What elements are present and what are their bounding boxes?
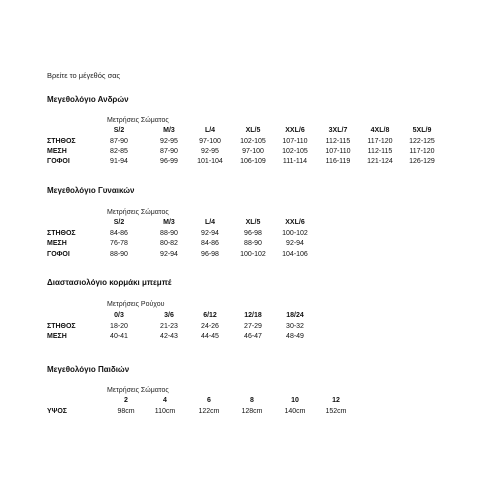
table-cell: 116-119	[325, 158, 351, 165]
table-cell: 87-90	[110, 138, 128, 145]
table-cell: 88-90	[244, 240, 262, 247]
baby-section-title: Διαστασιολόγιο κορμάκι μπεμπέ	[47, 278, 172, 287]
men-size-header: M/3	[163, 127, 175, 134]
table-cell: 98cm	[117, 408, 135, 415]
table-cell: 48-49	[286, 333, 304, 340]
men-size-header: S/2	[113, 127, 125, 134]
row-label: ΣΤΗΘΟΣ	[47, 230, 76, 237]
table-cell: 102-105	[240, 138, 266, 145]
table-cell: 110cm	[154, 408, 176, 415]
kids-size-header: 2	[124, 397, 128, 404]
kids-size-header: 10	[291, 397, 299, 404]
men-size-header: XL/5	[245, 127, 261, 134]
table-cell: 96-98	[244, 230, 262, 237]
table-cell: 92-94	[201, 230, 219, 237]
table-cell: 80-82	[160, 240, 178, 247]
table-cell: 100-102	[240, 251, 266, 258]
women-size-header: L/4	[204, 219, 216, 226]
table-cell: 106-109	[240, 158, 266, 165]
men-size-header: 3XL/7	[328, 127, 348, 134]
table-cell: 140cm	[284, 408, 306, 415]
kids-measure-label: Μετρήσεις Σώματος	[107, 387, 169, 394]
table-cell: 152cm	[325, 408, 347, 415]
table-cell: 117-120	[367, 138, 393, 145]
kids-size-header: 4	[163, 397, 167, 404]
table-cell: 84-86	[110, 230, 128, 237]
table-cell: 102-105	[282, 148, 308, 155]
baby-size-header: 6/12	[203, 312, 217, 319]
table-cell: 40-41	[110, 333, 128, 340]
table-cell: 117-120	[409, 148, 435, 155]
men-size-header: 4XL/8	[370, 127, 390, 134]
baby-measure-label: Μετρήσεις Ρούχου	[107, 301, 165, 308]
men-size-header: XXL/6	[285, 127, 305, 134]
women-size-header: S/2	[113, 219, 125, 226]
table-cell: 107-110	[325, 148, 351, 155]
table-cell: 27-29	[244, 323, 262, 330]
table-cell: 92-95	[160, 138, 178, 145]
row-label: ΜΕΣΗ	[47, 240, 67, 247]
baby-size-header: 18/24	[286, 312, 304, 319]
table-cell: 92-94	[286, 240, 304, 247]
table-cell: 126-129	[409, 158, 435, 165]
table-cell: 101-104	[197, 158, 223, 165]
kids-size-header: 12	[332, 397, 340, 404]
baby-size-header: 3/6	[164, 312, 174, 319]
women-section-title: Μεγεθολόγιο Γυναικών	[47, 186, 135, 195]
row-label: ΥΨΟΣ	[47, 408, 67, 415]
table-cell: 30-32	[286, 323, 304, 330]
table-cell: 87-90	[160, 148, 178, 155]
table-cell: 88-90	[160, 230, 178, 237]
men-section-title: Μεγεθολόγιο Ανδρών	[47, 95, 129, 104]
men-measure-label: Μετρήσεις Σώματος	[107, 117, 169, 124]
baby-size-header: 0/3	[114, 312, 124, 319]
women-measure-label: Μετρήσεις Σώματος	[107, 209, 169, 216]
table-cell: 100-102	[282, 230, 308, 237]
women-size-header: M/3	[163, 219, 175, 226]
row-label: ΜΕΣΗ	[47, 148, 67, 155]
table-cell: 84-86	[201, 240, 219, 247]
men-size-header: L/4	[204, 127, 216, 134]
table-cell: 122cm	[198, 408, 220, 415]
table-cell: 104-106	[282, 251, 308, 258]
table-cell: 112-115	[325, 138, 351, 145]
baby-size-header: 12/18	[244, 312, 262, 319]
men-size-header: 5XL/9	[412, 127, 432, 134]
table-cell: 96-98	[201, 251, 219, 258]
table-cell: 97-100	[242, 148, 264, 155]
table-cell: 96-99	[160, 158, 178, 165]
table-cell: 107-110	[282, 138, 308, 145]
table-cell: 111-114	[282, 158, 308, 165]
table-cell: 97-100	[199, 138, 221, 145]
kids-size-header: 6	[207, 397, 211, 404]
kids-section-title: Μεγεθολόγιο Παιδιών	[47, 365, 130, 374]
table-cell: 24-26	[201, 323, 219, 330]
row-label: ΣΤΗΘΟΣ	[47, 323, 76, 330]
row-label: ΓΟΦΟΙ	[47, 251, 70, 258]
table-cell: 92-95	[201, 148, 219, 155]
table-cell: 128cm	[241, 408, 263, 415]
kids-size-header: 8	[250, 397, 254, 404]
table-cell: 42-43	[160, 333, 178, 340]
table-cell: 21-23	[160, 323, 178, 330]
row-label: ΣΤΗΘΟΣ	[47, 138, 76, 145]
table-cell: 18-20	[110, 323, 128, 330]
table-cell: 76-78	[110, 240, 128, 247]
table-cell: 112-115	[367, 148, 393, 155]
table-cell: 88-90	[110, 251, 128, 258]
table-cell: 121-124	[367, 158, 393, 165]
women-size-header: XL/5	[245, 219, 261, 226]
table-cell: 92-94	[160, 251, 178, 258]
row-label: ΓΟΦΟΙ	[47, 158, 70, 165]
table-cell: 44-45	[201, 333, 219, 340]
women-size-header: XXL/6	[285, 219, 305, 226]
table-cell: 91-94	[110, 158, 128, 165]
table-cell: 46-47	[244, 333, 262, 340]
table-cell: 82-85	[110, 148, 128, 155]
intro-text: Βρείτε το μέγεθός σας	[47, 71, 121, 80]
table-cell: 122-125	[409, 138, 435, 145]
row-label: ΜΕΣΗ	[47, 333, 67, 340]
